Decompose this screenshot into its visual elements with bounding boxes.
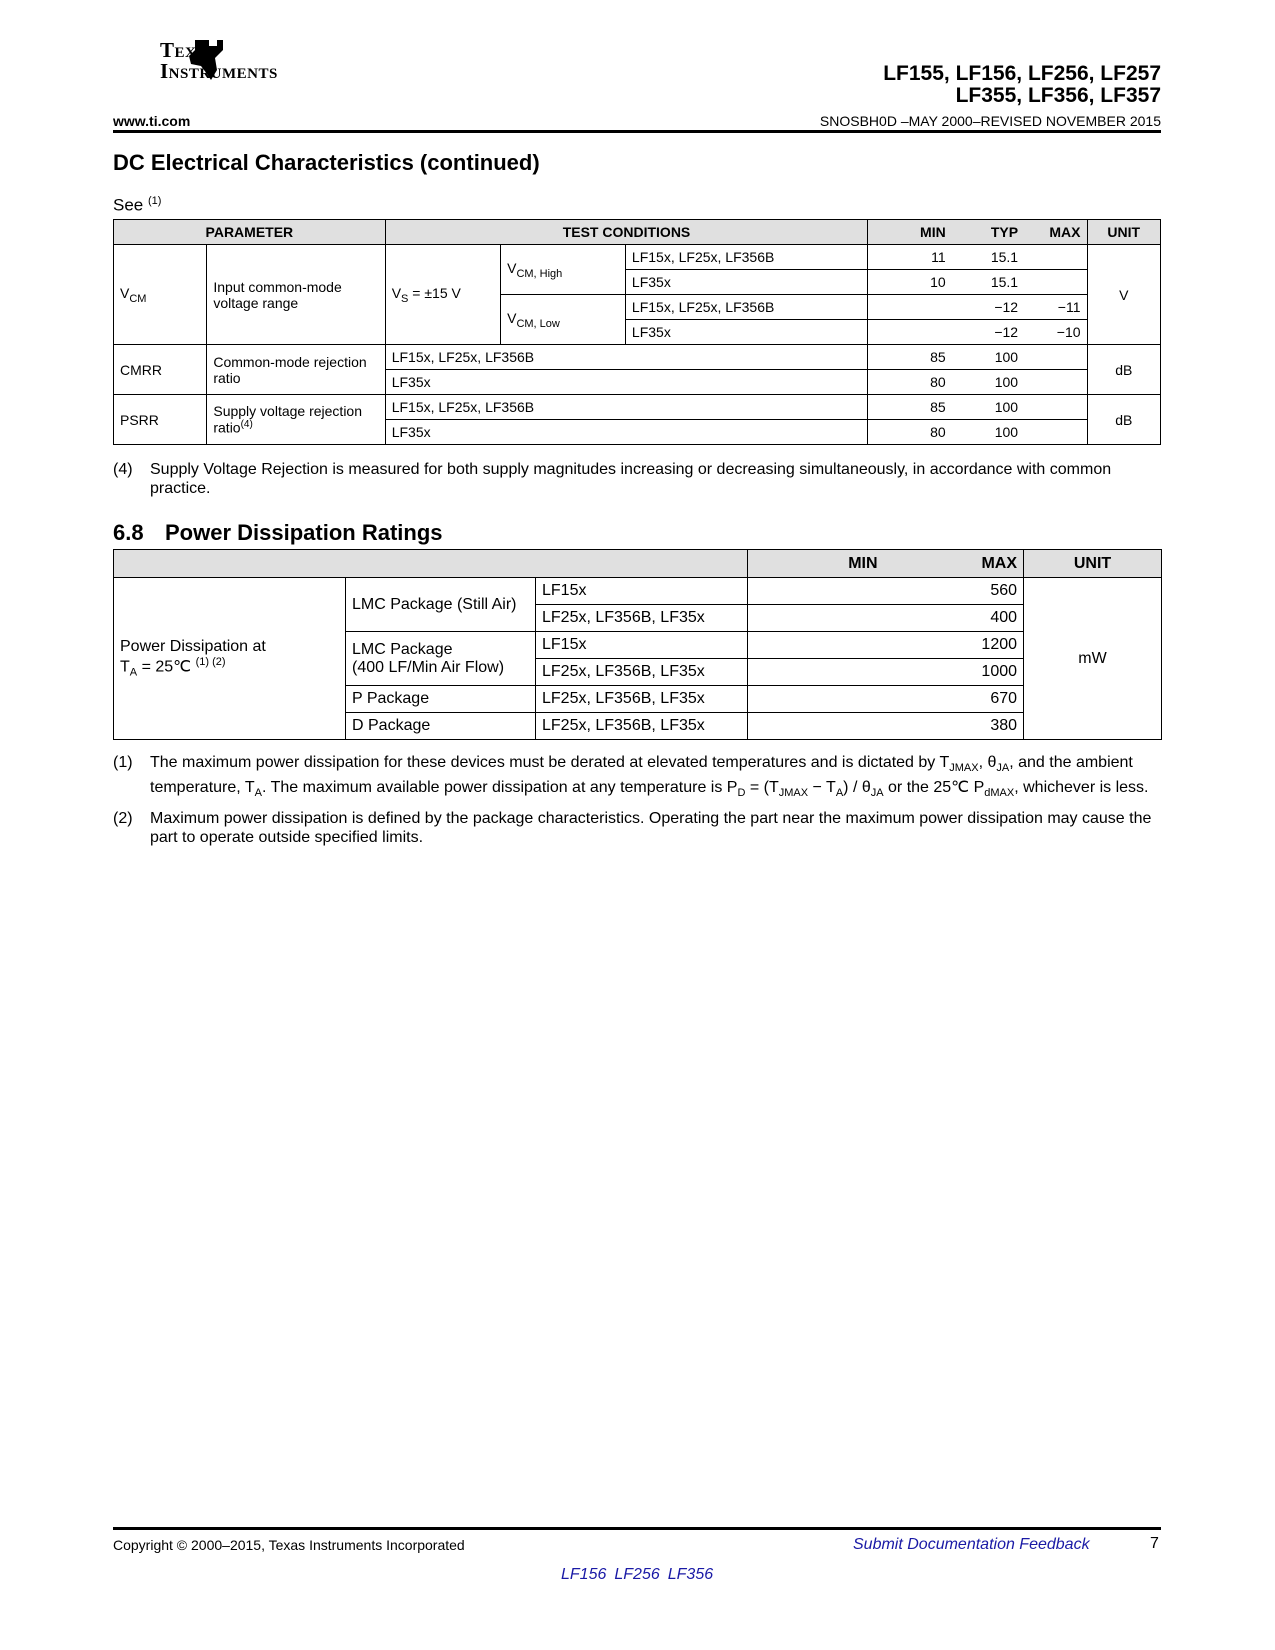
typ-cell: 100 — [952, 395, 1024, 420]
min-cell: 85 — [868, 345, 952, 370]
table-header-row — [114, 220, 1161, 245]
product-link-lf256[interactable]: LF256 — [614, 1566, 660, 1583]
psrr-symbol: PSRR — [114, 395, 207, 445]
col-unit: UNIT — [1087, 220, 1160, 245]
product-links — [561, 1566, 721, 1584]
vcm-symbol: $V_{CM}$ — [114, 245, 207, 345]
min-cell: 85 — [868, 395, 952, 420]
footnote-4-number: (4) — [113, 461, 133, 478]
device-cell: LF35x — [625, 320, 867, 345]
submit-feedback-link[interactable]: Submit Documentation Feedback — [853, 1536, 1090, 1553]
device-cell: LF15x — [536, 578, 748, 605]
footnote-4 — [113, 460, 1163, 498]
min-cell — [748, 605, 884, 632]
vcm-vs-condition: $V_S = \pm 15$ V — [385, 245, 500, 345]
device-cell: LF35x — [385, 420, 868, 445]
col-test-conditions: TEST CONDITIONS — [385, 220, 868, 245]
device-cell: LF15x, LF25x, LF356B — [385, 345, 868, 370]
col-unit: UNIT — [1024, 550, 1162, 578]
dc-characteristics-table — [113, 219, 1161, 445]
typ-cell: 100 — [952, 345, 1024, 370]
footnote-1-number: (1) — [113, 754, 133, 771]
package-lmc-still-air: LMC Package (Still Air) — [346, 578, 536, 632]
min-cell: 10 — [868, 270, 952, 295]
typ-cell: 15.1 — [952, 245, 1024, 270]
min-cell: 80 — [868, 420, 952, 445]
logo-line-2: Instruments — [160, 59, 278, 83]
pd-parameter-refs[interactable]: (1) (2) — [195, 656, 226, 669]
package-lmc-air-flow: LMC Package (400 LF/Min Air Flow) — [346, 632, 536, 686]
device-cell: LF35x — [625, 270, 867, 295]
vcm-unit: V — [1087, 245, 1160, 345]
device-cell: LF15x, LF25x, LF356B — [625, 245, 867, 270]
max-cell — [1024, 345, 1087, 370]
footer-rule — [113, 1527, 1161, 1530]
psrr-unit: dB — [1087, 395, 1160, 445]
max-cell: −10 — [1024, 320, 1087, 345]
table-row — [114, 345, 1161, 370]
col-max: MAX — [1024, 220, 1087, 245]
pd-section-title-text: Power Dissipation Ratings — [165, 520, 443, 545]
psrr-ref[interactable]: (4) — [240, 419, 253, 431]
col-blank — [114, 550, 748, 578]
min-cell — [868, 320, 952, 345]
device-cell: LF15x, LF25x, LF356B — [385, 395, 868, 420]
max-cell: 1000 — [884, 659, 1024, 686]
min-cell — [748, 686, 884, 713]
max-cell — [1024, 370, 1087, 395]
col-min: MIN — [868, 220, 952, 245]
typ-cell: 100 — [952, 370, 1024, 395]
typ-cell: −12 — [952, 295, 1024, 320]
min-cell: 80 — [868, 370, 952, 395]
max-cell — [1024, 420, 1087, 445]
max-cell — [1024, 395, 1087, 420]
max-cell: −11 — [1024, 295, 1087, 320]
copyright: Copyright © 2000–2015, Texas Instruments Incorporated — [113, 1537, 465, 1553]
device-cell: LF35x — [385, 370, 868, 395]
page-number: 7 — [1150, 1535, 1159, 1552]
typ-cell: 15.1 — [952, 270, 1024, 295]
see-note — [113, 195, 161, 216]
table-row — [114, 395, 1161, 420]
min-cell — [868, 295, 952, 320]
col-typ: TYP — [952, 220, 1024, 245]
footnote-2-text: Maximum power dissipation is defined by the package characteristics. Operating the part near the maximum power dissipation may cause the part to operate outside specified limits. — [150, 810, 1152, 846]
max-cell — [1024, 270, 1087, 295]
max-cell: 1200 — [884, 632, 1024, 659]
cmrr-description: Common-mode rejection ratio — [207, 345, 385, 395]
logo-wordmark — [160, 40, 278, 82]
footnote-1 — [113, 753, 1163, 803]
see-ref[interactable]: (1) — [147, 195, 162, 207]
dc-section-title: DC Electrical Characteristics (continued) — [113, 150, 540, 175]
device-cell: LF15x, LF25x, LF356B — [625, 295, 867, 320]
max-cell: 670 — [884, 686, 1024, 713]
col-min: MIN — [748, 550, 884, 578]
pd-section-number: 6.8 — [113, 520, 144, 545]
package-d: D Package — [346, 713, 536, 740]
product-link-lf156[interactable]: LF156 — [561, 1566, 607, 1583]
min-cell — [748, 659, 884, 686]
device-cell: LF25x, LF356B, LF35x — [536, 713, 748, 740]
col-parameter: PARAMETER — [114, 220, 386, 245]
footnote-1-text: The maximum power dissipation for these devices must be derated at elevated temperatures and is dictated by $T_{JMAX}$, $\theta_{JA}$, and the ambient temperature, $T_A$. The maximum available power dissipation at any temperature is $P_D = (T_{JMAX} - T_A) / \theta_{JA}$ or the 25℃ $P_{dMAX}$, whichever is less. — [150, 754, 1149, 800]
cmrr-unit: dB — [1087, 345, 1160, 395]
table-header-row — [114, 550, 1162, 578]
psrr-description: Supply voltage rejection ratio$^{(4)}$ — [207, 395, 385, 445]
vcm-high-label: $V_{CM, High}$ — [501, 245, 626, 295]
pd-unit: mW — [1024, 578, 1162, 740]
see-label: See — [113, 195, 144, 215]
footnote-4-text: Supply Voltage Rejection is measured for both supply magnitudes increasing or decreasing simultaneously, in accordance with common practice. — [150, 461, 1112, 497]
min-cell — [748, 578, 884, 605]
footnote-2 — [113, 809, 1163, 847]
footnote-2-number: (2) — [113, 810, 133, 827]
device-cell: LF25x, LF356B, LF35x — [536, 659, 748, 686]
device-cell: LF15x — [536, 632, 748, 659]
document-id: SNOSBH0D –MAY 2000–REVISED NOVEMBER 2015 — [819, 113, 1161, 129]
max-cell: 400 — [884, 605, 1024, 632]
min-cell — [748, 713, 884, 740]
min-cell — [748, 632, 884, 659]
header-rule — [113, 130, 1161, 133]
pd-parameter: Power Dissipation at $T_A$ = 25℃ $^{(1) (2)}$ — [114, 578, 346, 740]
vcm-low-label: $V_{CM, Low}$ — [501, 295, 626, 345]
website-link[interactable]: www.ti.com — [113, 113, 191, 129]
package-p: P Package — [346, 686, 536, 713]
typ-cell: −12 — [952, 320, 1024, 345]
max-cell — [1024, 245, 1087, 270]
pd-section-title — [113, 520, 443, 546]
part-numbers-line-2: LF355, LF356, LF357 — [955, 84, 1161, 107]
power-dissipation-table — [113, 549, 1162, 740]
min-cell: 11 — [868, 245, 952, 270]
cmrr-symbol: CMRR — [114, 345, 207, 395]
max-cell: 560 — [884, 578, 1024, 605]
device-cell: LF25x, LF356B, LF35x — [536, 686, 748, 713]
max-cell: 380 — [884, 713, 1024, 740]
product-link-lf356[interactable]: LF356 — [667, 1566, 714, 1583]
table-row — [114, 578, 1162, 605]
part-numbers-line-1: LF155, LF156, LF256, LF257 — [883, 62, 1161, 85]
logo-line-1: Texas — [160, 38, 217, 62]
table-row — [114, 245, 1161, 270]
device-cell: LF25x, LF356B, LF35x — [536, 605, 748, 632]
vcm-description: Input common-mode voltage range — [207, 245, 385, 345]
typ-cell: 100 — [952, 420, 1024, 445]
col-max: MAX — [884, 550, 1024, 578]
